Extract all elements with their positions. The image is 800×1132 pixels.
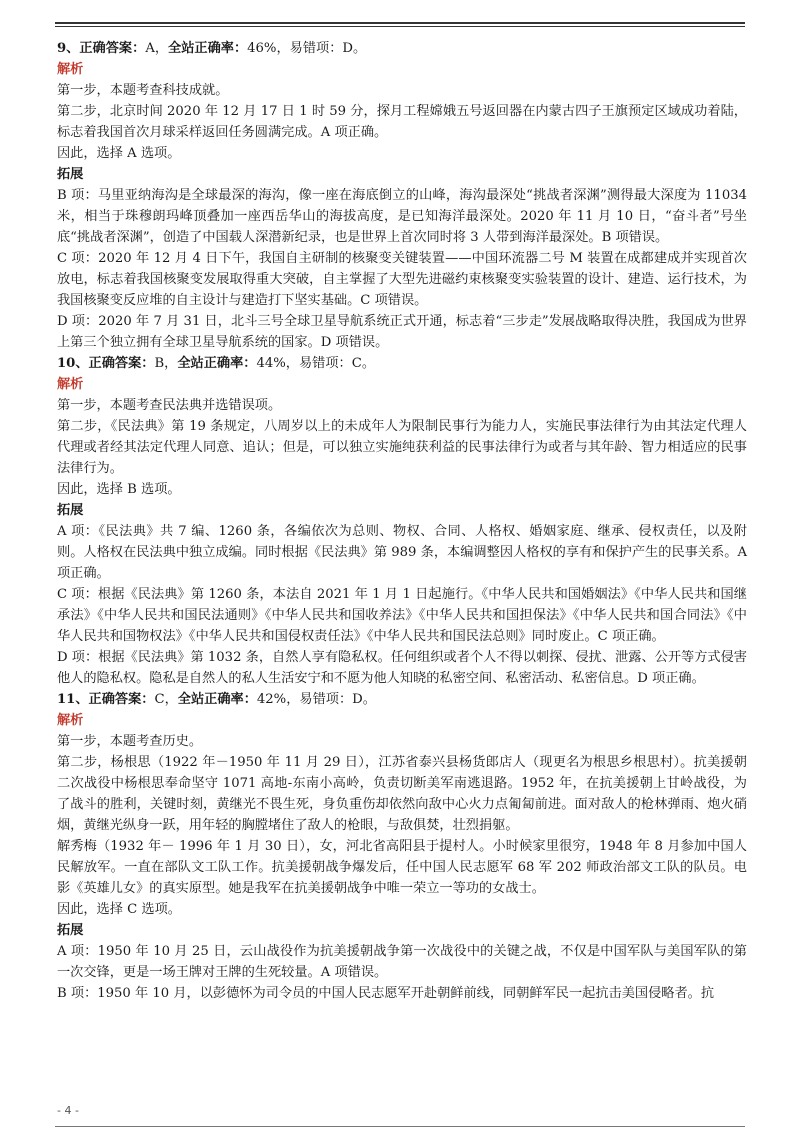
q9-step2: 第二步，北京时间 2020 年 12 月 17 日 1 时 59 分，探月工程嫦娥五号返回器在内蒙古四子王旗预定区域成功着陆，标志着我国首次月球采样返回任务圆满完成。A 项正确。	[57, 104, 747, 140]
q11-tuozhan-heading: 拓展	[57, 923, 84, 938]
q10-conclusion: 因此，选择 B 选项。	[57, 482, 181, 497]
q11-step2: 第二步，杨根思（1922 年－1950 年 11 月 29 日），江苏省泰兴县杨货郎店人（现更名为根思乡根思村）。抗美援朝二次战役中杨根思奉命坚守 1071 高地-东南小高岭，负责切断美军南逃退路。1952 年，在抗美援朝上甘岭战役，为了战斗的胜利，关键时刻，黄继光不畏生死，身负重伤却依然向敌中心火力点匍匐前进。面对敌人的枪林弹雨、炮火硝烟，黄继光纵身一跃，用年轻的胸膛堵住了敌人的枪眼，与敌俱焚，壮烈捐躯。	[57, 755, 747, 833]
header-rule-thick	[55, 22, 745, 24]
q11-option-a: A 项：1950 年 10 月 25 日，云山战役作为抗美援朝战争第一次战役中的关键之战，不仅是中国军队与美国军队的第一次交锋，更是一场王牌对王牌的生死较量。A 项错误。	[57, 944, 747, 980]
q10-tuozhan-heading: 拓展	[57, 503, 84, 518]
q9-jiexi-heading: 解析	[57, 62, 84, 77]
q11-jiexi-heading: 解析	[57, 713, 84, 728]
q10-option-d: D 项：根据《民法典》第 1032 条，自然人享有隐私权。任何组织或者个人不得以刺探、侵扰、泄露、公开等方式侵害他人的隐私权。隐私是自然人的私人生活安宁和不愿为他人知晓的私密空间、私密活动、私密信息。D 项正确。	[57, 650, 747, 686]
q11-option-b: B 项：1950 年 10 月，以彭德怀为司令员的中国人民志愿军开赴朝鲜前线，同朝鲜军民一起抗击美国侵略者。抗	[57, 986, 715, 1001]
q11-xie-xiumei: 解秀梅（1932 年－ 1996 年 1 月 30 日），女，河北省高阳县于提村人。小时候家里很穷，1948 年 8 月参加中国人民解放军。一直在部队文工队工作。抗美援朝战争爆发后，任中国人民志愿军 68 军 202 师政治部文工队的队员。电影《英雄儿女》的真实原型。她是我军在抗美援朝战争中唯一荣立一等功的女战士。	[57, 839, 747, 896]
q11-step1: 第一步，本题考查历史。	[57, 734, 203, 749]
q10-jiexi-heading: 解析	[57, 377, 84, 392]
q9-answer-line: 9、正确答案：A，全站正确率：46%，易错项：D。	[57, 41, 367, 56]
document-body	[57, 38, 747, 1004]
q9-conclusion: 因此，选择 A 选项。	[57, 146, 181, 161]
q9-option-c: C 项：2020 年 12 月 4 日下午，我国自主研制的核聚变关键装置——中国环流器二号 M 装置在成都建成并实现首次放电，标志着我国核聚变发展取得重大突破，自主掌握了大型先进磁约束核聚变实验装置的设计、建造、运行技术，为我国核聚变反应堆的自主设计与建造打下坚实基础。C 项错误。	[57, 251, 747, 308]
q10-answer-line: 10、正确答案：B，全站正确率：44%，易错项：C。	[57, 356, 376, 371]
q10-step2: 第二步，《民法典》第 19 条规定，八周岁以上的未成年人为限制民事行为能力人，实施民事法律行为由其法定代理人代理或者经其法定代理人同意、追认；但是，可以独立实施纯获利益的民事法律行为或者与其年龄、智力相适应的民事法律行为。	[57, 419, 747, 476]
header-rule-thin	[55, 26, 745, 27]
page-number: - 4 -	[57, 1104, 79, 1117]
q11-conclusion: 因此，选择 C 选项。	[57, 902, 181, 917]
q9-option-b: B 项：马里亚纳海沟是全球最深的海沟，像一座在海底倒立的山峰，海沟最深处“挑战者深渊”测得最大深度为 11034 米，相当于珠穆朗玛峰顶叠加一座西岳华山的海拔高度，是已知海洋最深处。2020 年 11 月 10 日，“奋斗者”号坐底“挑战者深渊”，创造了中国载人深潜新纪录，也是世界上首次同时将 3 人带到海洋最深处。B 项错误。	[57, 188, 747, 245]
q10-option-a: A 项：《民法典》共 7 编、1260 条，各编依次为总则、物权、合同、人格权、婚姻家庭、继承、侵权责任，以及附则。人格权在民法典中独立成编。同时根据《民法典》第 989 条，本编调整因人格权的享有和保护产生的民事关系。A 项正确。	[57, 524, 747, 581]
q9-tuozhan-heading: 拓展	[57, 167, 84, 182]
q11-answer-line: 11、正确答案：C，全站正确率：42%，易错项：D。	[57, 692, 376, 707]
q9-option-d: D 项：2020 年 7 月 31 日，北斗三号全球卫星导航系统正式开通，标志着“三步走”发展战略取得决胜，我国成为世界上第三个独立拥有全球卫星导航系统的国家。D 项错误。	[57, 314, 747, 350]
q10-step1: 第一步，本题考查民法典并选错误项。	[57, 398, 282, 413]
footer-rule	[55, 1126, 745, 1127]
q9-step1: 第一步，本题考查科技成就。	[57, 83, 229, 98]
q10-option-c: C 项：根据《民法典》第 1260 条，本法自 2021 年 1 月 1 日起施行。《中华人民共和国婚姻法》《中华人民共和国继承法》《中华人民共和国民法通则》《中华人民共和国收养法》《中华人民共和国担保法》《中华人民共和国合同法》《中华人民共和国物权法》《中华人民共和国侵权责任法》《中华人民共和国民法总则》同时废止。C 项正确。	[57, 587, 747, 644]
